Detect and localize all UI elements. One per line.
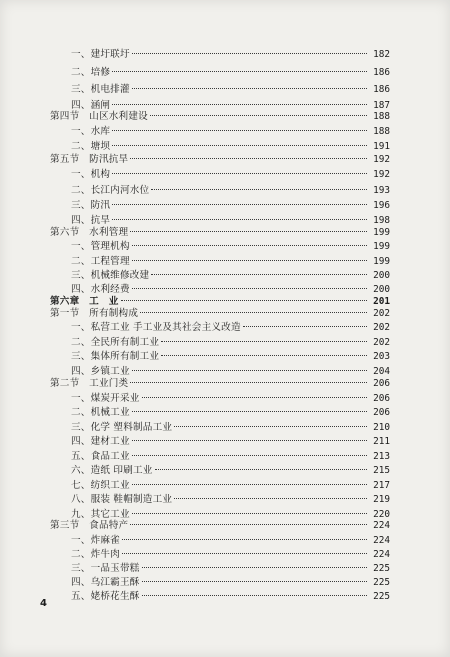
toc-entry-label: 四、涵闸 — [71, 100, 111, 111]
toc-entry-page: 225 — [373, 577, 390, 588]
toc-entry-label: 二、炸牛肉 — [71, 549, 120, 560]
toc-entry — [71, 478, 390, 493]
dot-leader — [132, 440, 367, 441]
toc-entry-page: 202 — [373, 308, 390, 319]
dot-leader — [161, 355, 367, 356]
toc-entry-page: 204 — [373, 366, 390, 377]
toc-section — [50, 518, 390, 533]
toc-entry — [71, 349, 390, 364]
toc-entry-page: 193 — [373, 185, 390, 196]
dot-leader — [155, 469, 367, 470]
dot-leader — [112, 145, 367, 146]
toc-entry-page: 224 — [373, 549, 390, 560]
toc-entry — [71, 575, 390, 590]
toc-entry-page: 198 — [373, 215, 390, 226]
dot-leader — [130, 382, 367, 383]
toc-entry-page: 202 — [373, 322, 390, 333]
toc-entry-page: 224 — [373, 520, 390, 531]
toc-entry-label: 一、机构 — [71, 169, 111, 180]
toc-entry-page: 196 — [373, 200, 390, 211]
dot-leader — [151, 274, 367, 275]
toc-entry-label: 三、集体所有制工业 — [71, 351, 160, 362]
dot-leader — [174, 426, 367, 427]
dot-leader — [112, 104, 367, 105]
toc-entry-page: 202 — [373, 337, 390, 348]
dot-leader — [130, 231, 367, 232]
toc-section — [50, 109, 390, 124]
toc-entry-page: 192 — [373, 154, 390, 165]
dot-leader — [132, 484, 367, 485]
toc-entry-page: 187 — [373, 100, 390, 111]
toc-entry-label: 一、建圩联圩 — [71, 49, 130, 60]
toc-section — [50, 376, 390, 391]
dot-leader — [132, 245, 367, 246]
toc-entry — [71, 124, 390, 139]
toc-entry-page: 213 — [373, 451, 390, 462]
toc-entry-label: 第三节 食品特产 — [50, 520, 129, 531]
dot-leader — [151, 189, 367, 190]
toc-entry-page: 200 — [373, 284, 390, 295]
dot-leader — [132, 513, 367, 514]
dot-leader — [130, 158, 367, 159]
toc-entry-label: 四、乡镇工业 — [71, 366, 130, 377]
dot-leader — [121, 300, 367, 301]
dot-leader — [112, 130, 367, 131]
toc-entry-page: 188 — [373, 126, 390, 137]
toc-entry-page: 199 — [373, 241, 390, 252]
toc-entry-page: 186 — [373, 84, 390, 95]
toc-entry-page: 215 — [373, 465, 390, 476]
toc-section — [50, 152, 390, 167]
toc-entry-label: 二、长江内河水位 — [71, 185, 150, 196]
toc-entry-label: 五、姥桥花生酥 — [71, 591, 140, 602]
toc-entry-label: 第六节 水利管理 — [50, 227, 129, 238]
dot-leader — [132, 260, 367, 261]
toc-entry-page: 191 — [373, 141, 390, 152]
toc-entry — [71, 239, 390, 254]
toc-entry-label: 一、私营工业 手工业及其社会主义改造 — [71, 322, 241, 333]
toc-entry-page: 225 — [373, 563, 390, 574]
toc-entry-label: 四、乌江霸王酥 — [71, 577, 140, 588]
toc-entry-label: 第六章 工 业 — [50, 296, 119, 307]
toc-entry-label: 二、塘坝 — [71, 141, 111, 152]
page-number: 4 — [40, 598, 47, 609]
toc-entry-page: 220 — [373, 509, 390, 520]
dot-leader — [132, 88, 367, 89]
toc-entry-page: 192 — [373, 169, 390, 180]
toc-entry-page: 206 — [373, 378, 390, 389]
toc-entry — [71, 547, 390, 562]
toc-entry-label: 一、煤炭开采业 — [71, 393, 140, 404]
dot-leader — [130, 524, 367, 525]
dot-leader — [132, 53, 367, 54]
toc-entry — [71, 420, 390, 435]
toc-entry-page: 217 — [373, 480, 390, 491]
toc-entry — [71, 405, 390, 420]
dot-leader — [112, 204, 367, 205]
dot-leader — [112, 71, 367, 72]
toc-entry-page: 199 — [373, 256, 390, 267]
toc-entry-label: 八、服装 鞋帽制造工业 — [71, 494, 173, 505]
toc-entry — [71, 391, 390, 406]
toc-entry — [71, 82, 390, 97]
dot-leader — [142, 397, 367, 398]
toc-entry-label: 第一节 所有制构成 — [50, 308, 139, 319]
toc-entry — [71, 47, 390, 62]
toc-entry-label: 五、食品工业 — [71, 451, 130, 462]
toc-entry-page: 200 — [373, 270, 390, 281]
toc-section — [50, 306, 390, 321]
toc-entry-label: 四、水利经费 — [71, 284, 130, 295]
dot-leader — [112, 173, 367, 174]
dot-leader — [140, 312, 367, 313]
toc-entry-label: 第二节 工业门类 — [50, 378, 129, 389]
toc-entry-page: 199 — [373, 227, 390, 238]
toc-entry-page: 224 — [373, 535, 390, 546]
toc-entry-label: 三、化学 塑料制品工业 — [71, 422, 173, 433]
dot-leader — [142, 581, 367, 582]
dot-leader — [112, 219, 367, 220]
toc-entry-label: 四、抗旱 — [71, 215, 111, 226]
toc-entry-label: 二、全民所有制工业 — [71, 337, 160, 348]
toc-entry-label: 三、机械维修改建 — [71, 270, 150, 281]
dot-leader — [132, 411, 367, 412]
toc-entry — [71, 254, 390, 269]
toc-entry — [71, 320, 390, 335]
toc-entry-label: 三、机电排灌 — [71, 84, 130, 95]
toc-entry-label: 六、造纸 印刷工业 — [71, 465, 153, 476]
toc-entry-label: 四、建材工业 — [71, 436, 130, 447]
toc-entry — [71, 492, 390, 507]
dot-leader — [122, 553, 367, 554]
toc-entry-label: 二、机械工业 — [71, 407, 130, 418]
toc-entry-label: 一、管理机构 — [71, 241, 130, 252]
dot-leader — [243, 326, 367, 327]
toc-entry — [71, 589, 390, 604]
toc-entry-page: 182 — [373, 49, 390, 60]
toc-entry-label: 七、纺织工业 — [71, 480, 130, 491]
dot-leader — [132, 288, 367, 289]
toc-entry-label: 三、防汛 — [71, 200, 111, 211]
toc-entry — [71, 268, 390, 283]
dot-leader — [142, 567, 367, 568]
toc-entry — [71, 335, 390, 350]
toc-entry-label: 一、炸麻雀 — [71, 535, 120, 546]
toc-entry — [71, 463, 390, 478]
toc-entry — [71, 561, 390, 576]
toc-entry-page: 206 — [373, 407, 390, 418]
toc-entry — [71, 449, 390, 464]
dot-leader — [142, 595, 367, 596]
dot-leader — [122, 539, 367, 540]
dot-leader — [174, 498, 367, 499]
toc-entry-page: 186 — [373, 67, 390, 78]
dot-leader — [132, 455, 367, 456]
dot-leader — [150, 115, 367, 116]
toc-entry-label: 一、水库 — [71, 126, 111, 137]
toc-entry — [71, 198, 390, 213]
toc-entry — [71, 434, 390, 449]
toc-entry-page: 203 — [373, 351, 390, 362]
toc-entry-label: 九、其它工业 — [71, 509, 130, 520]
toc-entry-page: 211 — [373, 436, 390, 447]
toc-section — [50, 225, 390, 240]
toc-entry-page: 225 — [373, 591, 390, 602]
toc-entry-label: 二、工程管理 — [71, 256, 130, 267]
dot-leader — [132, 370, 367, 371]
dot-leader — [161, 341, 367, 342]
toc-entry — [71, 65, 390, 80]
toc-entry-label: 第五节 防汛抗旱 — [50, 154, 129, 165]
toc-entry-page: 219 — [373, 494, 390, 505]
toc-entry — [71, 183, 390, 198]
toc-entry-page: 210 — [373, 422, 390, 433]
toc-entry-label: 第四节 山区水利建设 — [50, 111, 148, 122]
toc-entry-label: 二、培修 — [71, 67, 111, 78]
toc-entry-page: 206 — [373, 393, 390, 404]
toc-entry — [71, 167, 390, 182]
toc-entry — [71, 533, 390, 548]
toc-entry-page: 188 — [373, 111, 390, 122]
toc-entry-label: 三、一品玉带糕 — [71, 563, 140, 574]
toc-entry-page: 201 — [373, 296, 390, 307]
